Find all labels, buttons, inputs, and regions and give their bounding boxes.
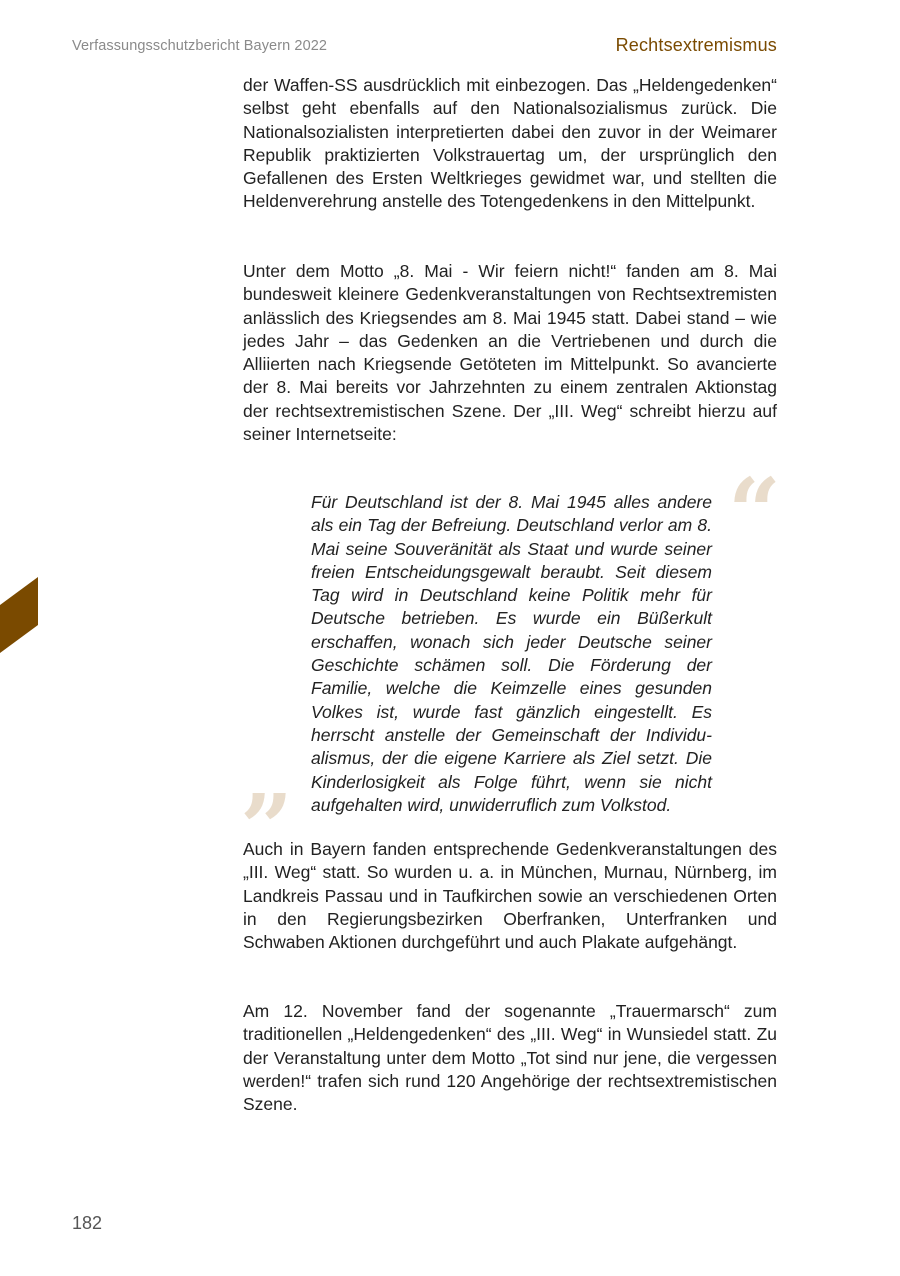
page-number: 182	[72, 1213, 103, 1233]
chapter-tab-marker	[0, 577, 38, 653]
paragraph-waffen-ss: der Waffen-SS ausdrücklich mit einbezogen. Das „Heldengedenken“ selbst geht ebenfalls auf den Nationalsozialismus zurück. Die Nationalsozialisten interpretierten dabei den zuvor in der Weimarer Republik praktizierten Volkstrauertag um, der ursprünglich den Gefallenen des Ersten Weltkrieges gewidmet war, und stellten die Heldenverehrung anstelle des Totengedenkens in den Mittelpunkt.	[243, 75, 777, 212]
running-header-section: Rechtsextremismus	[615, 35, 777, 55]
paragraph-trauermarsch: Am 12. November fand der sogenannte „Trauermarsch“ zum traditionellen „Heldengedenken“ des „III. Weg“ in Wunsiedel statt. Zu der Veranstaltung unter dem Motto „Tot sind nur jene, die vergessen werden!“ trafen sich rund 120 Angehörige der rechtsextremistischen Szene.	[243, 1001, 777, 1115]
block-quote: Für Deutschland ist der 8. Mai 1945 alles andere als ein Tag der Befreiung. Deutschland verlor am 8. Mai seine Souveränität als Staat und wurde seiner freien Entscheidungsgewalt beraubt. Seit diesem Tag wird in Deutschland keine Politik mehr für Deutsche betrieben. Es wurde ein Büßerkult erschaffen, wonach sich jeder Deutsche seiner Geschichte schämen soll. Die Förderung der Familie, welche die Keimzelle eines gesunden Volkes ist, wurde fast gänzlich eingestellt. Es herrscht anstelle der Gemeinschaft der Individualismus, der die eigene Karriere als Ziel setzt. Die Kinderlosigkeit als Folge führt, wenn sie nicht aufgehalten wird, unwiderruflich zum Volkstod.	[311, 492, 712, 815]
quote-close-mark: ”	[240, 774, 293, 882]
paragraph-8-mai: Unter dem Motto „8. Mai - Wir feiern nicht!“ fanden am 8. Mai bundesweit kleinere Gedenkveranstaltungen von Rechtsextremisten anlässlich des Kriegsendes am 8. Mai 1945 statt. Dabei stand – wie jedes Jahr – das Gedenken an die Vertriebenen und durch die Alliierten nach Kriegsende Getöteten im Mittelpunkt. So avancierte der 8. Mai bereits vor Jahrzehnten zu einem zentralen Aktionstag der rechtsextremistischen Szene. Der „III. Weg“ schreibt hierzu auf seiner Internetseite:	[243, 261, 777, 445]
paragraph-bayern: Auch in Bayern fanden entsprechende Gedenkveranstaltungen des „III. Weg“ statt. So wurden u. a. in München, Murnau, Nürnberg, im Landkreis Passau und in Taufkirchen sowie an verschiedenen Orten in den Regierungsbezirken Oberfranken, Unterfranken und Schwaben Aktionen durchgeführt und auch Plakate aufgehängt.	[243, 839, 777, 953]
chapter-tab-shape	[0, 577, 38, 653]
quote-open-mark: “	[728, 458, 781, 566]
running-header-publication: Verfassungsschutzbericht Bayern 2022	[72, 38, 328, 54]
